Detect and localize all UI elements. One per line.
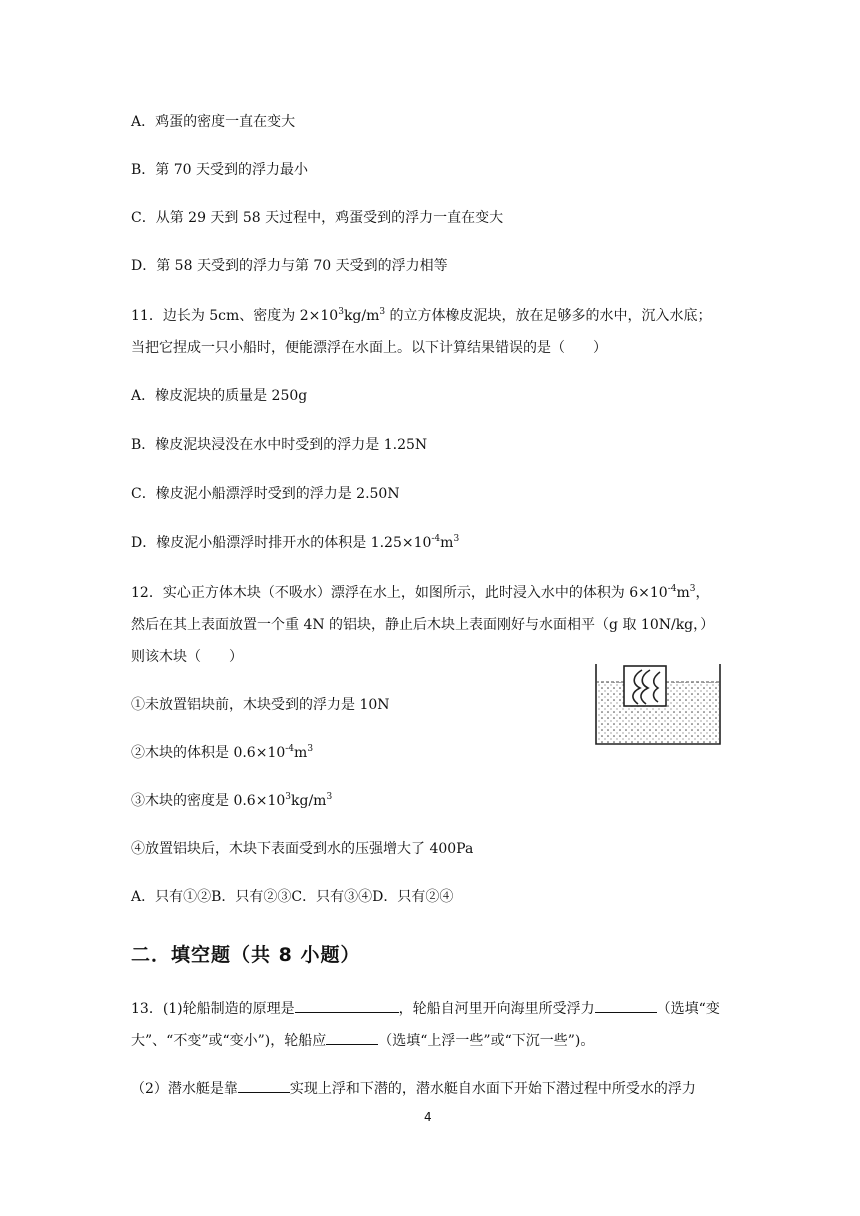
q12-statement-1: ①未放置铝块前，木块受到的浮力是 10N [131,697,390,713]
page-number: 4 [424,1110,432,1124]
q12-stem-line2: 然后在其上表面放置一个重 4N 的铝块，静止后木块上表面刚好与水面相平（g 取 10N/kg，） [131,617,715,633]
q11-option-c: C．橡皮泥小船漂浮时受到的浮力是 2.50N [131,486,400,502]
q12-stem-line1: 12．实心正方体木块（不吸水）漂浮在水上，如图所示，此时浸入水中的体积为 $6\times 10^{-4}m^3$， [131,584,710,601]
answer-blank[interactable] [238,1078,290,1093]
q11-option-a: A．橡皮泥块的质量是 250g [131,388,308,404]
answer-blank[interactable] [595,998,657,1013]
q10-option-c: C．从第 29 天到 58 天过程中，鸡蛋受到的浮力一直在变大 [131,210,504,226]
q13-line2: 大”、“不变”或“变小”)，轮船应 （选填“上浮一些”或“下沉一些”)。 [131,1030,594,1051]
answer-blank[interactable] [295,998,399,1013]
q12-statement-2: ②木块的体积是 $0.6\times 10^{-4}m^3$ [131,744,314,761]
q11-stem-line1: 11．边长为 5cm、密度为 $2\times 10^3kg/m^3$ 的立方体橡皮泥块，放在足够多的水中，沉入水底； [131,307,712,324]
q11-option-d: D．橡皮泥小船漂浮时排开水的体积是 $1.25\times 10^{-4}m^3$ [131,534,460,551]
floating-block-figure [594,662,722,746]
q12-statement-3: ③木块的密度是 $0.6\times 10^3kg/m^3$ [131,792,333,809]
q12-stem-line3: 则该木块（ ） [131,649,243,665]
q11-option-b: B．橡皮泥块浸没在水中时受到的浮力是 1.25N [131,437,428,453]
q10-option-a: A．鸡蛋的密度一直在变大 [131,114,296,130]
answer-blank[interactable] [326,1030,378,1045]
q11-stem-line2: 当把它捏成一只小船时，便能漂浮在水面上。以下计算结果错误的是（ ） [131,340,607,356]
q13-line1: 13．(1)轮船制造的原理是 ，轮船自河里开向海里所受浮力 （选填“变 [131,998,720,1019]
q12-statement-4: ④放置铝块后，木块下表面受到水的压强增大了 400Pa [131,841,474,857]
section-heading: 二．填空题（共 8 小题） [131,944,361,966]
q10-option-b: B．第 70 天受到的浮力最小 [131,162,309,178]
q13-line3: （2）潜水艇是靠 实现上浮和下潜的，潜水艇自水面下开始下潜过程中所受水的浮力 [131,1078,696,1099]
q10-option-d: D．第 58 天受到的浮力与第 70 天受到的浮力相等 [131,258,448,274]
q12-options: A．只有①②B．只有②③C．只有③④D．只有②④ [131,889,454,905]
